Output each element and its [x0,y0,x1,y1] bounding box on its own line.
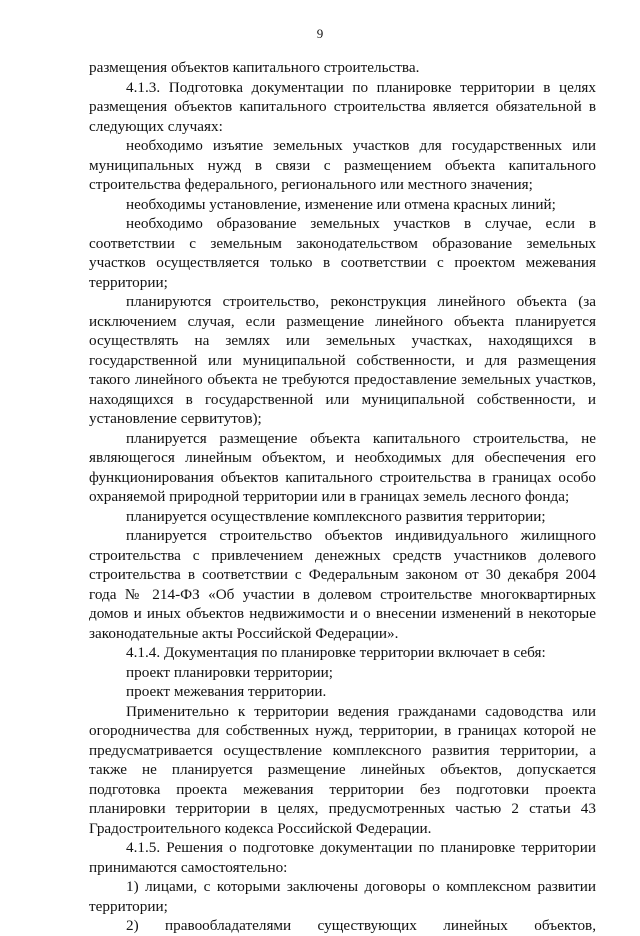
list-item-linear-object-owners: 2) правообладателями существующих линейных объектов, [126,917,596,934]
page-number: 9 [316,26,324,41]
list-item-complex-development-contracts: 1) лицами, с которыми заключены договоры о комплексном развитии территории; [89,878,596,915]
list-item-protected-territory: планируется размещение объекта капитального строительства, не являющегося линейным объектом, и необходимых для обеспечения его функционирования объектов капитального строительства в границах особо охраняемой природной территории или в границах земель лесного фонда; [89,429,596,505]
paragraph-section-4-1-5: 4.1.5. Решения о подготовке документации по планировке территории принимаются самостоятельно: [89,839,596,876]
document-body [89,58,596,936]
list-item-individual-housing: планируется строительство объектов индивидуального жилищного строительства с привлечением денежных средств участников долевого строительства в соответствии с Федеральным законом от 30 декабря 2004 года № 214-ФЗ «Об участии в долевом строительстве многоквартирных домов и иных объектов недвижимости и о внесении изменений в некоторые законодательные акты Российской Федерации». [89,527,596,642]
paragraph-gardening-territory: Применительно к территории ведения гражданами садоводства или огородничества для собственных нужд, территории, в границах которой не предусматривается осуществление комплексного развития территории, а также не планируется размещение линейных объектов, допускается подготовка проекта межевания территории без подготовки проекта планировки территории в целях, предусмотренных частью 2 статьи 43 Градостроительного кодекса Российской Федерации. [89,702,596,837]
list-item-complex-development: планируется осуществление комплексного развития территории; [126,507,546,525]
paragraph-continuation: размещения объектов капитального строительства. [89,59,420,76]
paragraph-section-4-1-3: 4.1.3. Подготовка документации по планировке территории в целях размещения объектов капитального строительства является обязательной в следующих случаях: [89,78,596,135]
list-item-surveying-project: проект межевания территории. [126,683,327,700]
paragraph-section-4-1-4: 4.1.4. Документация по планировке территории включает в себя: [126,644,546,661]
list-item-land-seizure: необходимо изъятие земельных участков для государственных или муниципальных нужд в связи с размещением объекта капитального строительства федерального, регионального или местного значения; [89,137,596,193]
list-item-linear-object: планируются строительство, реконструкция линейного объекта (за исключением случая, если размещение линейного объекта планируется осуществлять на землях или земельных участках, находящихся в государственной или муниципальной собственности, и для размещения такого линейного объекта не требуются предоставление земельных участков, находящихся в государственной или муниципальной собственности, и установление сервитутов); [89,293,596,427]
list-item-planning-project: проект планировки территории; [126,663,334,681]
list-item-land-formation: необходимо образование земельных участков в случае, если в соответствии с земельным законодательством образование земельных участков осуществляется только в соответствии с проектом межевания территории; [89,215,596,291]
list-item-red-lines: необходимы установление, изменение или отмена красных линий; [126,195,556,213]
